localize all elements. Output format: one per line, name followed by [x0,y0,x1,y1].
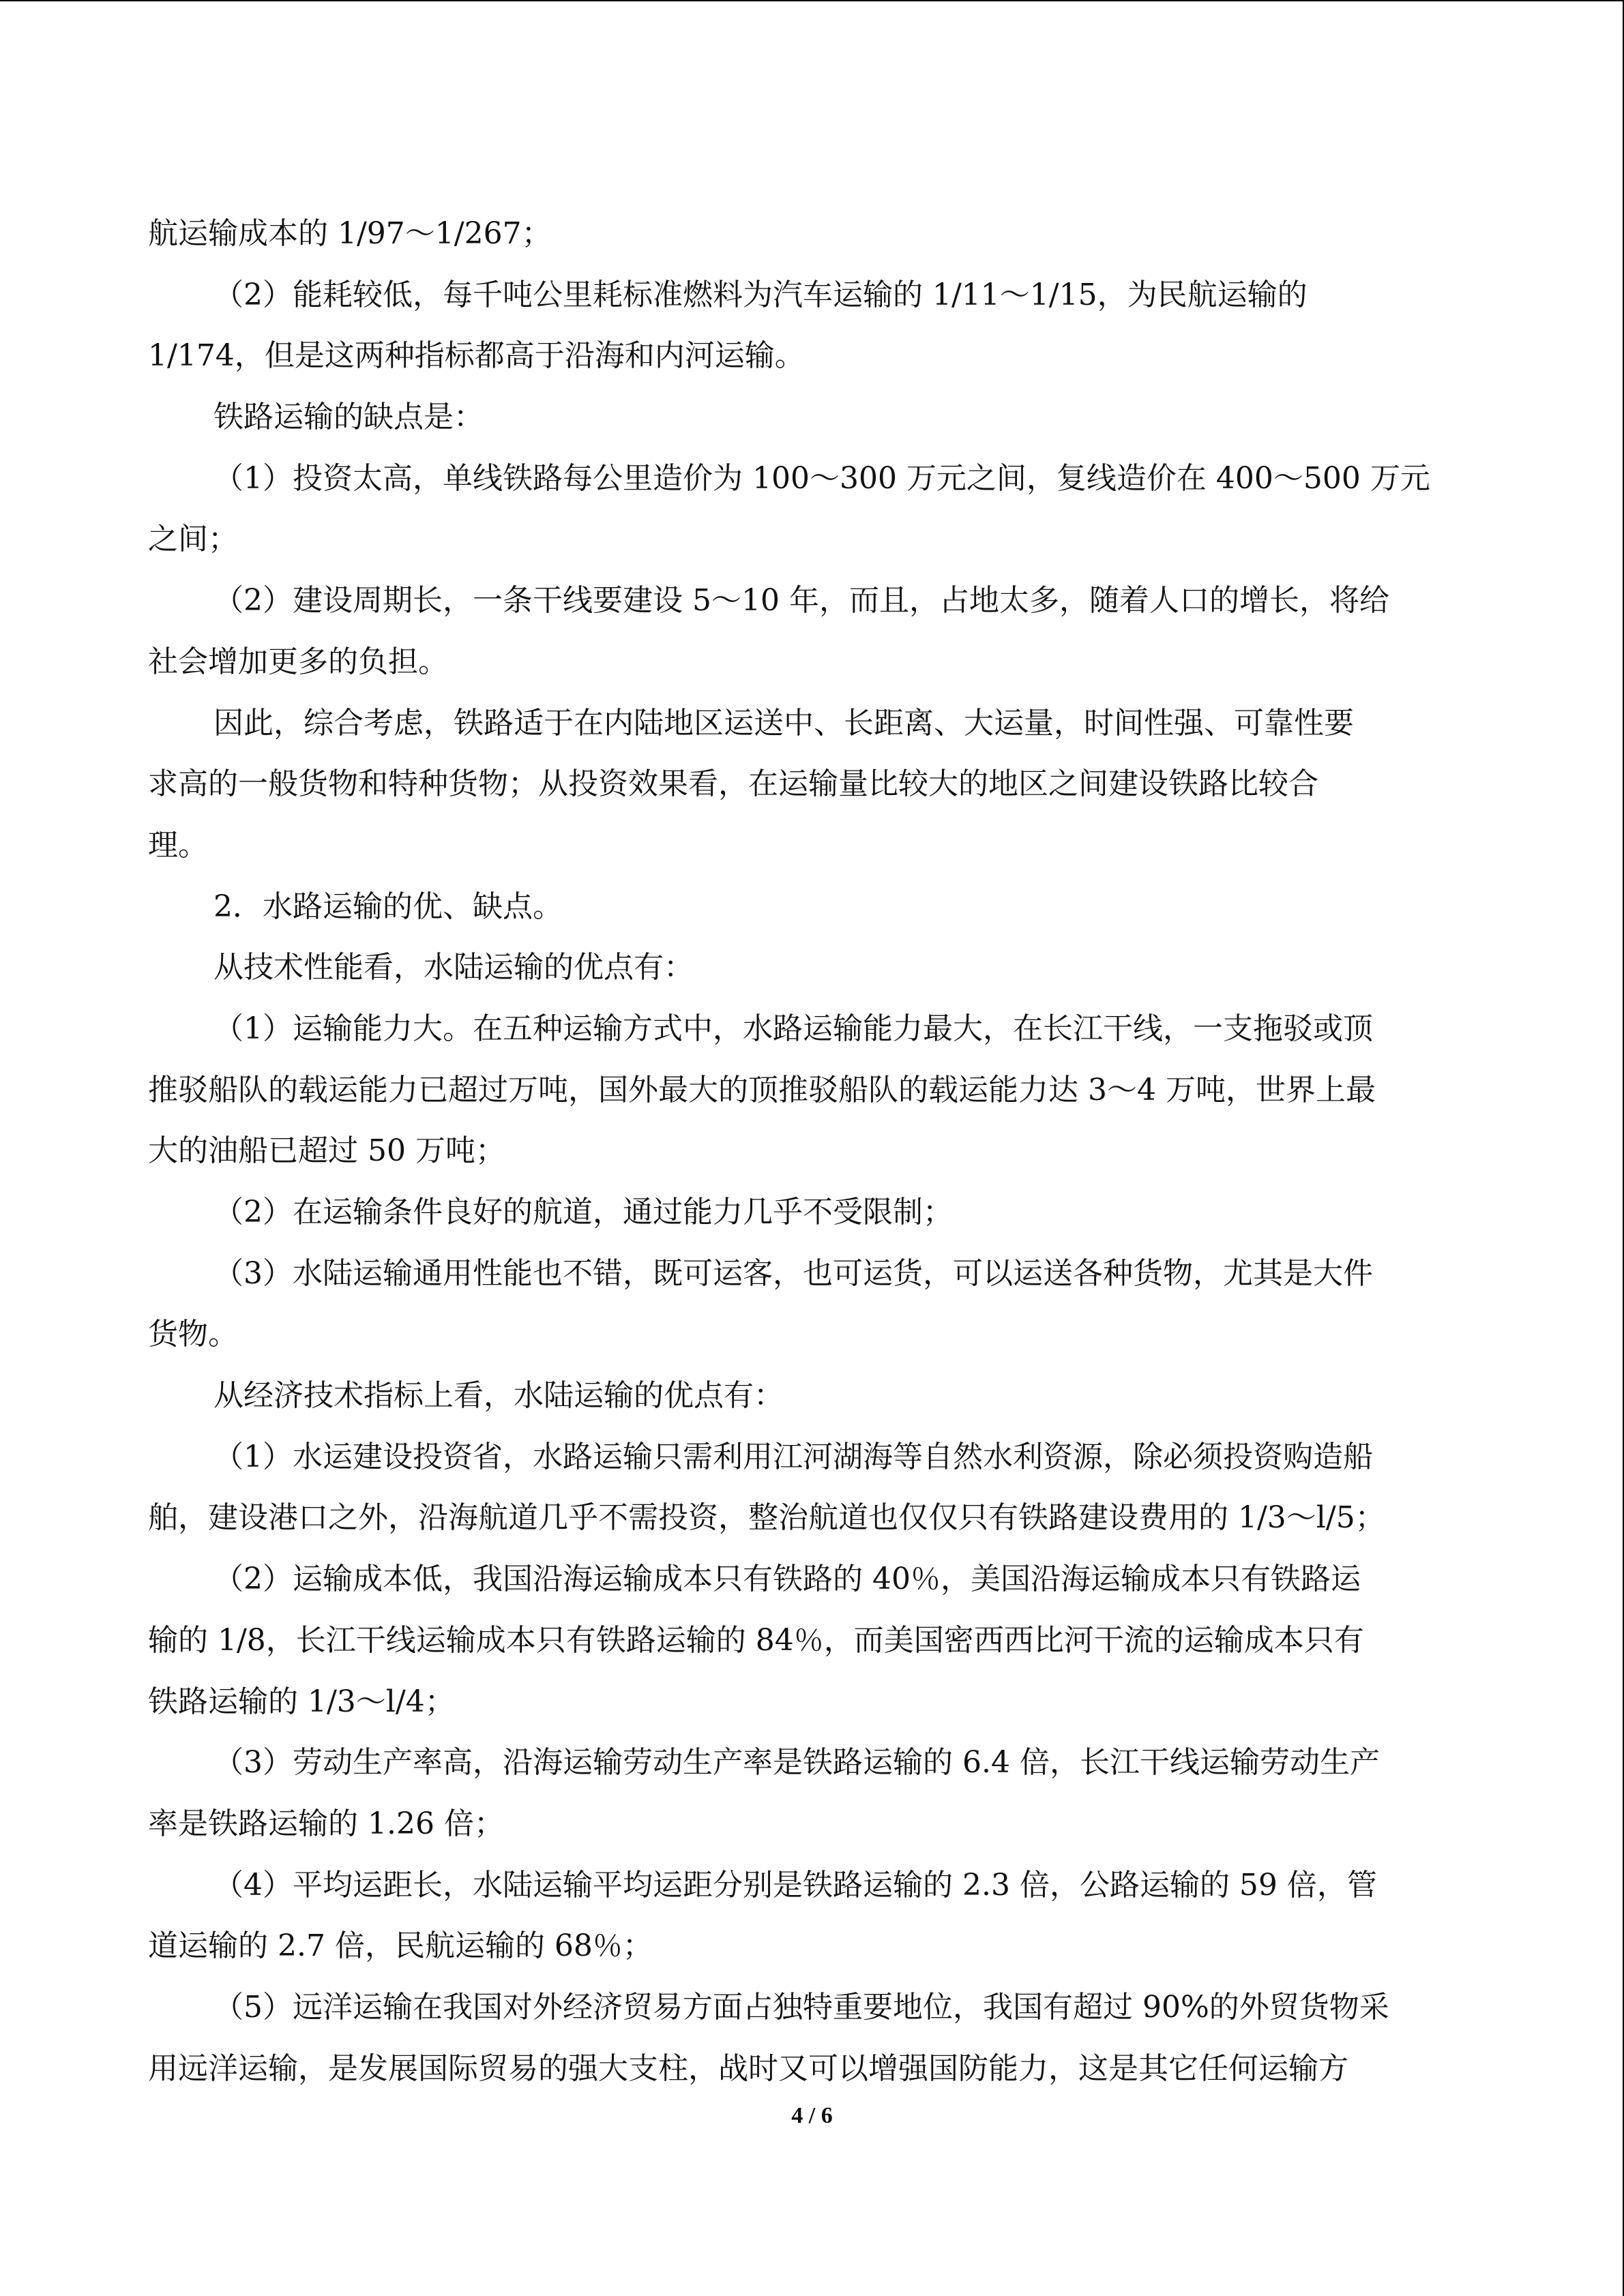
text-line: （1）运输能力大。在五种运输方式中，水路运输能力最大，在长江干线，一支拖驳或顶 [213,1011,1373,1046]
text-line: （5）远洋运输在我国对外经济贸易方面占独特重要地位，我国有超过 90%的外贸货物采 [213,1989,1389,2025]
text-line: 2．水路运输的优、缺点。 [213,889,563,924]
text-line: （4）平均运距长，水陆运输平均运距分别是铁路运输的 2.3 倍，公路运输的 59 倍，管 [213,1867,1377,1903]
text-line: 大的油船已超过 50 万吨； [148,1133,505,1169]
text-line: 从技术性能看，水陆运输的优点有： [213,950,694,985]
text-line: 航运输成本的 1/97～1/267； [148,216,552,251]
text-line: （3）劳动生产率高，沿海运输劳动生产率是铁路运输的 6.4 倍，长江干线运输劳动生产 [213,1745,1380,1780]
text-line: （1）投资太高，单线铁路每公里造价为 100～300 万元之间，复线造价在 400～500 万元 [213,460,1430,496]
text-line: （2）运输成本低，我国沿海运输成本只有铁路的 40％，美国沿海运输成本只有铁路运 [213,1562,1361,1597]
text-line: 输的 1/8，长江干线运输成本只有铁路运输的 84％，而美国密西西比河干流的运输成本只有 [148,1622,1364,1658]
text-line: （2）在运输条件良好的航道，通过能力几乎不受限制； [213,1195,953,1229]
text-line: 推驳船队的载运能力已超过万吨，国外最大的顶推驳船队的载运能力达 3～4 万吨，世界上最 [148,1072,1376,1107]
text-line: 理。 [148,827,208,863]
document-body [148,203,1478,2099]
text-line: 求高的一般货物和特种货物；从投资效果看，在运输量比较大的地区之间建设铁路比较合 [148,766,1318,802]
text-line: 社会增加更多的负担。 [148,644,448,679]
text-line: （1）水运建设投资省，水路运输只需利用江河湖海等自然水利资源，除必须投资购造船 [213,1439,1373,1474]
text-line: 率是铁路运输的 1.26 倍； [148,1806,504,1841]
text-line: （2）能耗较低，每千吨公里耗标准燃料为汽车运输的 1/11～1/15，为民航运输的 [213,277,1308,312]
text-line: 铁路运输的 1/3～l/4； [148,1684,455,1719]
text-line: 货物。 [148,1317,238,1352]
text-line: 1/174，但是这两种指标都高于沿海和内河运输。 [148,338,805,374]
text-line: 因此，综合考虑，铁路适于在内陆地区运送中、长距离、大运量，时间性强、可靠性要 [213,705,1354,741]
text-line: 道运输的 2.7 倍，民航运输的 68％； [148,1928,653,1964]
text-line: 从经济技术指标上看，水陆运输的优点有： [213,1378,784,1414]
text-line: 舶，建设港口之外，沿海航道几乎不需投资，整治航道也仅仅只有铁路建设费用的 1/3～l/5； [148,1500,1385,1536]
page-top-border [0,0,1624,1]
text-line: （3）水陆运输通用性能也不错，既可运客，也可运货，可以运送各种货物，尤其是大件 [213,1255,1373,1291]
text-line: （2）建设周期长，一条干线要建设 5～10 年，而且，占地太多，随着人口的增长，将给 [213,583,1389,618]
text-line: 用远洋运输，是发展国际贸易的强大支柱，战时又可以增强国防能力，这是其它任何运输方 [148,2051,1348,2086]
text-line: 铁路运输的缺点是： [213,400,484,435]
text-line: 之间； [148,522,238,557]
page-number: 4 / 6 [791,2103,833,2128]
